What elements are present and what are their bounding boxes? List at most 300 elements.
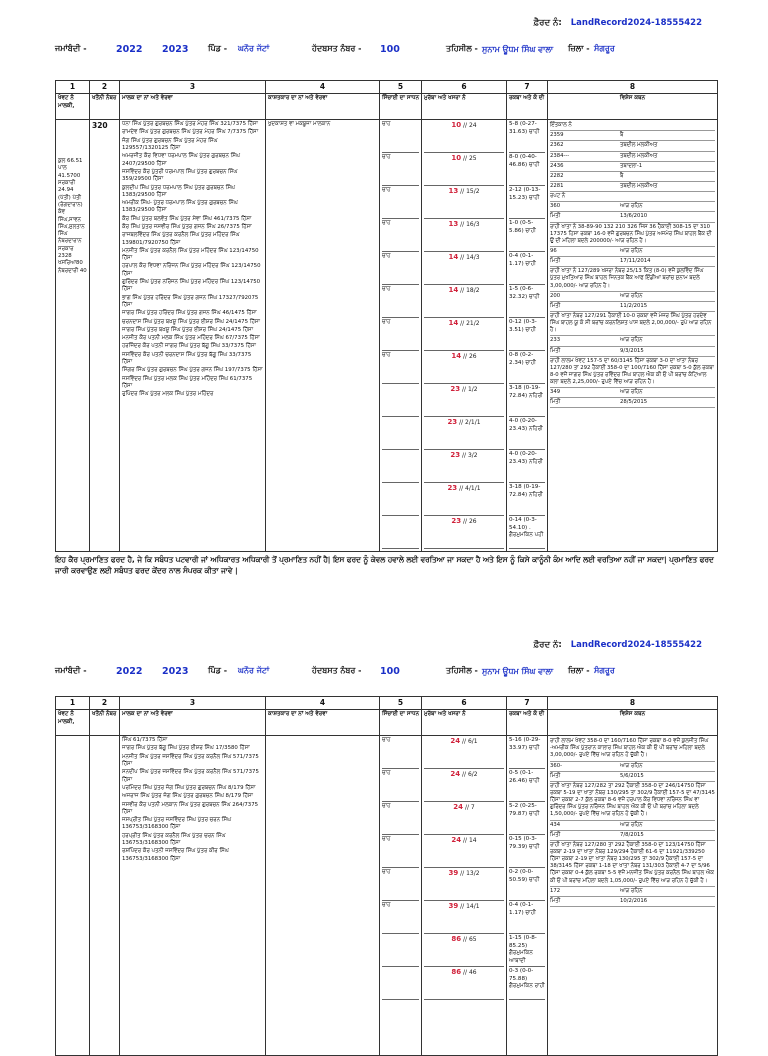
owner-entry: ਸਿੰਗਰ ਸਿੰਘ ਪੁੱਤਰ ਗੁਰਬਚਨ ਸਿੰਘ ਪੁੱਤਰ ਗਜਨ ਸਿੰਘ 197/7375 ਹਿੱਸਾ (122, 367, 263, 374)
owner-entry: ਚਰਨਦਾਸ ਸਿੰਘ ਪੁੱਤਰ ਬਖ਼ਸ਼ੂ ਸਿੰਘ ਪੁੱਤਰ ਈਸ਼ਰ ਸਿੰਘ 24/1475 ਹਿੱਸਾ (122, 318, 260, 325)
remark-row (550, 182, 715, 192)
khasra-separator: // (458, 903, 467, 911)
khasra-separator: // (461, 155, 469, 163)
fard-page-2 (0, 640, 768, 1024)
remark-row (550, 192, 715, 202)
remark-value: ਰਾਹੀ ਖਾਤਾ ਨੰ 38-89-90 132 210 326 ਜਿਸ 36 ਹੈਕਾਈ 308-15 ਦਾ 310 17375 ਹਿਸਾ ਰਕਬਾ 16-0 ਵਜੋਂ ਗੁਰਬਚਨ ਸਿੰਘ ਪੁੱਤਰ ਅਜਮੇਰ ਸਿੰਘ ਬਾਹਲ ਬੈਂਕ ਦੀ ਉ ਦੀ ਮਹਿਲਾ ਬਦਲੇ 200000/- ਆੜ ਰਹਿਨ ਹੈ। (550, 223, 712, 244)
owner-entry: ਰੁਪਿੰਦਰ ਸਿੰਘ ਪੁੱਤਰ ਮਲਕ ਸਿੰਘ ਪੁੱਤਰ ਮਹਿੰਦਰ (122, 391, 214, 398)
remark-row (550, 121, 715, 131)
remark-row (550, 782, 715, 821)
area-entry: 8-0 (0-40-46.86) ਚਾਹੀ (509, 154, 545, 186)
area-entry: 0-14 (0-3-54.10) . ਗੈਰਮੁਮਕਿਨ ਪਹੀ (509, 517, 545, 549)
khasra-separator: // (458, 287, 467, 295)
irrigation-entry: ਚਾਹ (382, 803, 419, 835)
zila-label: ਜ਼ਿਲਾ - (568, 666, 590, 675)
irrigation-entry: ਚਾਹ (382, 737, 419, 769)
owner-entry: ਜਸਵਿੰਦਰ ਸਿੰਘ ਪੁੱਤਰ ਮਲਕ ਸਿੰਘ ਪੁੱਤਰ ਮਹਿੰਦਰ ਸਿੰਘ 61/7375 ਹਿੱਸਾ (122, 375, 253, 389)
remark-row (550, 762, 715, 772)
column-header-row (56, 94, 718, 120)
jamabandi-table (55, 80, 718, 552)
area-entry: 1-5 (0-6-32.32) ਚਾਹੀ (509, 286, 545, 318)
murabba-number: 14 (448, 319, 459, 328)
remark-row (550, 737, 715, 761)
remark-row (550, 347, 715, 357)
remark-value: ਰਾਹੀ ਖਾਤਾ ਨੰਬਰ 127/291 ਹੈਕਾਈ 10-0 ਰਕਬਾ ਵਜੋਂ ਮੇਜਰ ਸਿੰਘ ਪੁੱਤਰ ਹਰਦੇਵ ਸਿੰਘ ਬਾਹਲ ਯੂ ਕੋ ਸੀ ਬਰਾਂਚ ਕਰਨਲਿਸ਼ਤ ਪਾਸ ਬਦਲੇ 2,00,000/- ਰੁਪੇ ਆੜ ਰਹਿਨ ਹੈ। (550, 312, 712, 334)
remark-row (550, 336, 715, 346)
remarks-cell (548, 736, 718, 1024)
remark-row (550, 772, 715, 782)
jamabandi-label: ਜਮਾਂਬੰਦੀ - (55, 44, 87, 53)
irrigation-entry: ਚਾਹ (382, 154, 419, 186)
owner-entry: ਸਨਦੀਪ ਸਿੰਘ ਪੁੱਤਰ ਜਸਵਿੰਦਰ ਸਿੰਘ ਪੁੱਤਰ ਕਰਨੈਲ ਸਿੰਘ 571/7375 ਹਿੱਸਾ (122, 769, 259, 783)
murabba-number: 24 (450, 770, 461, 779)
khasra-entry (424, 385, 504, 417)
murabba-number: 23 (451, 517, 462, 526)
record-number-line (0, 18, 768, 38)
col-num: 5 (380, 81, 422, 94)
area-entry: 0-12 (0-3-3.51) ਚਾਹੀ (509, 319, 545, 351)
col-head-khasra: ਮੁਰੱਬਾ ਅਤੇ ਖਸਰਾ ਨੰ (422, 710, 507, 736)
remark-key: ਮਿਤੀ (550, 831, 561, 838)
record-label: ਫ਼ੈਰਦ ਨੰ: (533, 18, 562, 28)
irrigation-entry (382, 451, 419, 483)
irrigation-entry: ਚਾਹ (382, 286, 419, 318)
remark-value: ਤਬਦੀਲ ਮਲਕੀਅਤ (620, 152, 658, 159)
remark-row (550, 212, 715, 222)
owner-entry: ਜਸਵੀਰ ਕੌਰ ਪਤਨੀ ਮਲਕਾਨ ਸਿੰਘ ਪੁੱਤਰ ਗੁਰਬਚਨ ਸਿੰਘ 264/7375 ਹਿੱਸਾ (122, 801, 259, 815)
area-entry: 0-8 (0-2-2.34) ਚਾਹੀ (509, 352, 545, 384)
area-entry: 0-2 (0-0-50.59) ਚਾਹੀ (509, 869, 545, 901)
murabba-number: 24 (451, 836, 462, 845)
remark-value: 5/6/2015 (620, 772, 644, 779)
khasra-entry (424, 451, 504, 483)
tehsil-name: ਸੁਨਾਮ ਊਧਮ ਸਿੰਘ ਵਾਲਾ (482, 667, 554, 676)
remark-row (550, 247, 715, 257)
khasra-separator: // (460, 771, 468, 779)
khasra-number: 14 (468, 837, 477, 845)
remark-key: 2359 (550, 132, 564, 139)
remark-key: 2362 (550, 142, 564, 149)
irrigation-cell (380, 120, 422, 552)
irrigation-entry: ਚਾਹ (382, 902, 419, 934)
khasra-separator: // (457, 485, 466, 493)
irrigation-entry: ਚਾਹ (382, 869, 419, 901)
col-num: 3 (120, 81, 266, 94)
khasra-separator: // (457, 419, 466, 427)
owner-entry: ਜਸਵਿੰਦਰ ਕੌਰ ਪਤਨੀ ਚਰਨਦਾਸ ਸਿੰਘ ਪੁੱਤਰ ਬੱਗੂ ਸਿੰਘ 33/7375 ਹਿੱਸਾ (122, 351, 252, 366)
irrigation-entry (382, 517, 419, 549)
khasra-number: 6/1 (467, 738, 478, 746)
remark-row (550, 841, 715, 887)
hadbast-label: ਹੱਦਬਸਤ ਨੰਬਰ - (312, 666, 362, 675)
irrigation-entry: ਚਾਹ (382, 187, 419, 219)
khasra-entry (424, 253, 504, 285)
document-header (0, 38, 768, 68)
col-head-area: ਰਕਬਾ ਅਤੇ ਕੋ ਦੀ (507, 94, 548, 120)
irrigation-entry (382, 968, 419, 1000)
pind-label: ਪਿੰਡ - (208, 44, 228, 53)
remark-value: 13/6/2010 (620, 213, 648, 220)
remark-row (550, 312, 715, 336)
tehsil-label: ਤਹਿਸੀਲ - (446, 44, 478, 53)
record-number: LandRecord2024-18555422 (570, 640, 702, 650)
tenant-cell (266, 736, 380, 1024)
remark-row (550, 162, 715, 172)
khasra-number: 24 (468, 122, 477, 130)
jamabandi-label: ਜਮਾਂਬੰਦੀ - (55, 666, 87, 675)
tehsil-label: ਤਹਿਸੀਲ - (446, 666, 478, 675)
remark-key: 200 (550, 292, 561, 299)
khasra-number: 46 (468, 969, 477, 977)
remark-row (550, 887, 715, 897)
col-num: 1 (56, 81, 90, 94)
remark-key: 349 (550, 389, 561, 396)
khasra-entry (424, 836, 504, 868)
owner-entry: ਕੌਰ ਸਿੰਘ ਪੁੱਤਰ ਜਸਵੀਰ ਸਿੰਘ ਪੁੱਤਰ ਗਜਨ ਸਿੰਘ 26/7375 ਹਿੱਸਾ (122, 223, 252, 230)
remark-key: 2436 (550, 162, 564, 169)
remark-row (550, 302, 715, 312)
area-cell (507, 736, 548, 1024)
remark-row (550, 223, 715, 247)
area-entry: 4-0 (0-20-23.43) ਨਹਿਰੀ (509, 418, 545, 450)
irrigation-entry: ਚਾਹ (382, 352, 419, 384)
remark-value: ਰਾਹੀ ਖਾਤਾ ਨੰ 127/289 ਖਸਰਾ ਨੰਬਰ 25/13 ਕਿਤ (8-0) ਵਜੋਂ ਕੁਲਵਿੰਦ ਸਿੰਘ ਪੁੱਤਰ ਮੁਖਤਿਆਰ ਸਿੰਘ ਬਾਹਲ ਜਿਨਤਕ ਬੈਂਕ ਆਫ ਇੰਡੀਆ ਬਰਾਂਚ ਸੁਨਾਮ ਬਦਲੇ 3,00,000/- ਆੜ ਰਹਿਨ ਹੈ। (550, 268, 704, 289)
disclaimer-note: ਇਹ ਕੈਰ ਪ੍ਰਮਾਣਿਤ ਫਰਦ ਹੈ, ਜੇ ਕਿ ਸਬੰਧਤ ਪਟਵਾਰੀ ਜਾਂ ਅਧਿਕਾਰਤ ਅਧਿਕਾਰੀ ਤੋਂ ਪ੍ਰਮਾਣਿਤ ਨਹੀਂ ਹੈ| ਇਸ ਫਰਦ ਨੂੰ ਕੇਵਲ ਹਵਾਲੇ ਲਈ ਵਰਤਿਆ ਜਾ ਸਕਦਾ ਹੈ ਅਤੇ ਇਸ ਨੂੰ ਕਿਸੇ ਕਾਨੂੰਨੀ ਕੰਮ ਆਦਿ ਲਈ ਵਰਤਿਆ ਨਹੀਂ ਜਾ ਸਕਦਾ| ਪ੍ਰਮਾਣਿਤ ਫਰਦ ਜਾਰੀ ਕਰਵਾਉਣ ਲਈ ਸਬੰਧਤ ਫਰਦ ਕੇਂਦਰ ਨਾਲ ਸੰਪਰਕ ਕੀਤਾ ਜਾਵੇ | (55, 555, 714, 576)
remark-value (586, 122, 620, 129)
remark-row (550, 292, 715, 302)
remark-value: ਆੜ ਰਹਿਨ (620, 389, 643, 396)
year-to: 2023 (162, 44, 189, 55)
khasra-entry (424, 154, 504, 186)
murabba-number: 14 (448, 253, 459, 262)
khasra-entry (424, 220, 504, 252)
col-head-remarks: ਵਿਸ਼ੇਸ ਕਥਨ (548, 710, 718, 736)
owner-entry: ਮਨਜੀਤ ਕੌਰ ਪਤਨੀ ਮਲਕ ਸਿੰਘ ਪੁੱਤਰ ਮਹਿੰਦਰ ਸਿੰਘ 67/7375 ਹਿੱਸਾ (122, 335, 260, 342)
owner-entry: ਜੰਗ ਸਿੰਘ ਪੁੱਤਰ ਗੁਰਬਚਨ ਸਿੰਘ ਪੁੱਤਰ ਮੇਹਰ ਸਿੰਘ 129557/1320125 ਹਿੱਸਾ (122, 137, 218, 152)
khasra-separator: // (461, 353, 469, 361)
remark-key: 2281 (550, 182, 564, 189)
remark-key: 172 (550, 887, 561, 894)
owner-entry: ਜਸਪ੍ਰੀਤ ਸਿੰਘ ਪੁੱਤਰ ਜਸਵਿੰਦਰ ਸਿੰਘ ਪੁੱਤਰ ਚਰਨ ਸਿੰਘ 136753/3168300 ਹਿੱਸਾ (122, 817, 232, 831)
remark-row (550, 897, 715, 907)
col-head-remarks: ਵਿਸ਼ੇਸ ਕਥਨ (548, 94, 718, 120)
remark-key: 96 (550, 247, 557, 254)
table-row (56, 736, 718, 1024)
fard-page-1 (0, 18, 768, 576)
area-entry: 1-0 (0-5-5.86) ਚਾਹੀ (509, 220, 545, 252)
column-number-row (56, 697, 718, 710)
col-num: 4 (266, 697, 380, 710)
khasra-separator: // (458, 254, 467, 262)
khasra-number: 1/2 (467, 386, 478, 394)
khasra-number: 26 (468, 353, 477, 361)
owner-entry: ਜਸਵਿੰਦਰ ਕੌਰ ਪੁੱਤਰੀ ਧਰਮਪਾਲ ਸਿੰਘ ਪੁੱਤਰ ਗੁਰਬਚਨ ਸਿੰਘ 359/29500 ਹਿੱਸਾ (122, 168, 238, 183)
owner-entry: ਜਾਗਰ ਸਿੰਘ ਪੁੱਤਰ ਬਖ਼ਸ਼ੂ ਸਿੰਘ ਪੁੱਤਰ ਈਸ਼ਰ ਸਿੰਘ 24/1475 ਹਿੱਸਾ (122, 326, 254, 333)
remark-value: 17/11/2014 (620, 258, 651, 265)
remark-key: 434 (550, 821, 561, 828)
khasra-entry (424, 902, 504, 934)
khasra-entry (424, 935, 504, 967)
remark-value: 7/8/2015 (620, 831, 644, 838)
khasra-entry (424, 121, 504, 153)
column-number-row (56, 81, 718, 94)
owner-entry: ਕੌਰ ਸਿੰਘ ਪੁੱਤਰ ਬਲਵੰਤ ਸਿੰਘ ਪੁੱਤਰ ਸੇਵਾ ਸਿੰਘ 461/7375 ਹਿੱਸਾ (122, 215, 252, 222)
khasra-separator: // (461, 122, 469, 130)
area-entry: 3-18 (0-19-72.84) ਨਹਿਰੀ (509, 385, 545, 417)
remark-value: 10/2/2016 (620, 897, 648, 904)
khasra-number: 26 (468, 518, 477, 526)
area-entry: 0-5 (0-1-26.46) ਚਾਹੀ (509, 770, 545, 802)
remark-row (550, 267, 715, 291)
area-entry: 0-3 (0-0-75.88) ਗੈਰਮੁਮਕਿਨ ਰਾਹੀ (509, 968, 545, 1000)
remark-value: ਆੜ ਰਹਿਨ (620, 292, 643, 299)
khasra-number: 25 (468, 155, 477, 163)
hadbast-label: ਹੱਦਬਸਤ ਨੰਬਰ - (312, 44, 362, 53)
owner-entry: ਹਰਜਿੰਦਰ ਕੌਰ ਪਤਨੀ ਜਾਗਰ ਸਿੰਘ ਪੁੱਤਰ ਬੱਗੂ ਸਿੰਘ 33/7375 ਹਿੱਸਾ (122, 343, 256, 350)
remark-value: ਬੈ (620, 132, 624, 139)
remark-value: 9/3/2015 (620, 347, 644, 354)
remark-key: 360- (550, 762, 563, 769)
irrigation-entry: ਚਾਹ (382, 121, 419, 153)
khewat-cell (56, 736, 90, 1024)
column-header-row (56, 710, 718, 736)
pind-label: ਪਿੰਡ - (208, 666, 228, 675)
col-num: 7 (507, 81, 548, 94)
remark-key: 233 (550, 337, 561, 344)
record-number: LandRecord2024-18555422 (570, 18, 702, 28)
remark-value: ਤਬਦੀਲ ਮਲਕੀਅਤ (620, 142, 658, 149)
remark-value: ਬੈ (620, 172, 624, 179)
remark-value: 28/5/2015 (620, 399, 648, 406)
col-num: 2 (90, 697, 120, 710)
col-head-khatoni: ਖਤੌਨੀ ਨੰਬਰ (90, 710, 120, 736)
remark-key: 360 (550, 203, 561, 210)
owner-entry: ਧਨਾ ਸਿੰਘ ਪੁੱਤਰ ਗੁਰਬਚਨ ਸਿੰਘ ਪੁੱਤਰ ਮੇਹਰ ਸਿੰਘ 321/7375 ਹਿੱਸਾ (122, 121, 258, 128)
khasra-entry (424, 737, 504, 769)
remark-value: ਰਾਹੀ ਲਾਲਮ ਖੇਵਟ 358-0 ਦਾ 160/7160 ਹਿੱਸਾ ਰਕਬਾ 8-0 ਵਜੋਂ ਕੁਲਜੀਤ ਸਿੰਘ -ਅਮਰੀਕ ਸਿੰਘ ਪੁੱਤਰਾਨ ਕਾਲਾਰ ਸਿੰਘ ਬਾਹਲ ਐਕ ਕੀ ਓ ਪੀ ਬਰਾਂਚ ਮਹਿਲਾ ਬਦਲੇ 3,00,000/- ਰੁਪਏ ਵਿੱਚ ਆੜ ਰਹਿਨ ਹੋ ਚੁੱਕੀ ਹੈ। (550, 738, 709, 759)
remark-row (550, 257, 715, 267)
khasra-separator: // (461, 837, 469, 845)
area-entry: 5-16 (0-29-33.97) ਚਾਹੀ (509, 737, 545, 769)
col-head-khewat: ਖੇਵਟ ਨੰ ਮਾਲਕੀ, (56, 710, 90, 736)
col-num: 4 (266, 81, 380, 94)
khasra-number: 2/1/1 (465, 419, 481, 427)
khasra-separator: // (460, 738, 468, 746)
remark-key: ਮਿਤੀ (550, 897, 561, 904)
khasra-number: 13/2 (466, 870, 480, 878)
record-label: ਫ਼ੈਰਦ ਨੰ: (533, 640, 562, 650)
khasra-separator: // (461, 969, 469, 977)
khasra-separator: // (458, 221, 467, 229)
remark-row (550, 821, 715, 831)
col-head-owner: ਮਾਲਕ ਦਾ ਨਾਂ ਅਤੇ ਵੇਰਵਾ (120, 710, 266, 736)
remark-key: ਇੰਤਕਾਲ ਨੰ (550, 122, 572, 129)
pind-name: ਘਨੌਰ ਜੱਟਾਂ (238, 44, 270, 53)
khewat-cell: ਕੁਲ 66.51 ਪਾਲ 41.5700 ਸਰਕਾਰੀ 24.94 (ਪੱਤੀ) ਪੱਤੀ (ਰੰਗਦਾਰਾਨ) ਕੰਵ ਸਿੰਘ,ਸਾਵਨ ਸਿੰਘ,ਸੁਲਤਾਨ ਸਿੰਘ ਨੰਬਰਦਾਰਾਨ ਸਰਕਾਰ 2328 ਖਸਰਿਆ80 ਨੰਬਰਦਾਰੀ 40 (56, 120, 90, 552)
area-entry: 0-15 (0-3-79.39) ਚਾਹੀ (509, 836, 545, 868)
irrigation-entry (382, 935, 419, 967)
khasra-number: 3/2 (467, 452, 478, 460)
murabba-number: 24 (453, 803, 464, 812)
remark-key: ਮਿਤੀ (550, 213, 561, 220)
owner-entry: ਅਮਰੀਕ ਸਿੰਘ- ਪੁੱਤਰ ਧਰਮਪਾਲ ਸਿੰਘ ਪੁੱਤਰ ਗੁਰਬਚਨ ਸਿੰਘ 1383/29500 ਹਿੱਸਾ (122, 200, 238, 214)
record-number-line (0, 640, 768, 660)
remark-row (550, 131, 715, 141)
murabba-number: 86 (451, 968, 462, 977)
document-header (0, 660, 768, 690)
owner-entry: ਜਾਗਰ ਸਿੰਘ ਪੁੱਤਰ ਬੱਗੂ ਸਿੰਘ ਪੁੱਤਰ ਈਸ਼ਰ ਸਿੰਘ 17/3580 ਹਿੱਸਾ (122, 745, 250, 752)
khasra-number: 15/2 (466, 188, 480, 196)
khasra-number: 6/2 (467, 771, 478, 779)
khasra-entry (424, 418, 504, 450)
hadbast-number: 100 (380, 666, 400, 677)
khasra-separator: // (460, 386, 468, 394)
irrigation-entry: ਚਾਹ (382, 220, 419, 252)
col-head-irrigation: ਸਿੰਚਾਈ ਦਾ ਸਾਧਨ (380, 710, 422, 736)
irrigation-entry: ਚਾਹ (382, 836, 419, 868)
zila-label: ਜ਼ਿਲਾ - (568, 44, 590, 53)
col-num: 2 (90, 81, 120, 94)
khasra-number: 65 (468, 936, 477, 944)
owner-cell (120, 736, 266, 1024)
khasra-separator: // (460, 452, 468, 460)
area-entry: 5-2 (0-25-79.87) ਚਾਹੀ (509, 803, 545, 835)
murabba-number: 10 (451, 154, 462, 163)
murabba-number: 39 (448, 869, 459, 878)
khasra-separator: // (461, 518, 469, 526)
col-num: 8 (548, 697, 718, 710)
khasra-number: 14/3 (466, 254, 480, 262)
owner-entry: ਹਰਪਾਲ ਕੌਰ ਵਿਧਵਾ ਨਰਿੰਜਨ ਸਿੰਘ ਪੁੱਤਰ ਮਹਿੰਦਰ ਸਿੰਘ 123/14750 ਹਿੱਸਾ (122, 263, 261, 277)
remark-row (550, 831, 715, 841)
remark-row (550, 152, 715, 162)
remark-value: ਆੜ ਰਹਿਨ (620, 821, 643, 828)
col-num: 6 (422, 81, 507, 94)
remark-row (550, 398, 715, 408)
remark-value: ਆੜ ਰਹਿਨ (620, 337, 643, 344)
remark-row (550, 357, 715, 389)
murabba-number: 13 (448, 220, 459, 229)
owner-entry: ਸਿੰਘ 61/7375 ਹਿੱਸਾ (122, 737, 168, 744)
remark-value: ਤਬਦੀਲ ਮਲਕੀਅਤ (620, 182, 658, 189)
remark-row (550, 202, 715, 212)
owner-entry: ਅਜਰਾਜ ਸਿੰਘ ਪੁੱਤਰ ਜੰਗ ਸਿੰਘ ਪੁੱਤਰ ਗੁਰਬਚਨ ਸਿੰਘ 8/179 ਹਿੱਸਾ (122, 793, 253, 800)
khasra-separator: // (461, 936, 469, 944)
murabba-number: 14 (451, 352, 462, 361)
pind-name: ਘਨੌਰ ਜੱਟਾਂ (238, 666, 270, 675)
col-head-tenant: ਕਾਸ਼ਤਕਾਰ ਦਾ ਨਾਂ ਅਤੇ ਵੇਰਵਾ (266, 94, 380, 120)
owner-cell (120, 120, 266, 552)
remark-key: ਮਿਤੀ (550, 258, 561, 265)
remark-key: 2282 (550, 172, 564, 179)
khasra-entry (424, 319, 504, 351)
remark-row (550, 172, 715, 182)
table-row (56, 120, 718, 552)
remarks-cell (548, 120, 718, 552)
khasra-entry (424, 869, 504, 901)
khasra-entry (424, 803, 504, 835)
area-entry: 0-4 (0-1-1.17) ਚਾਹੀ (509, 902, 545, 934)
col-num: 8 (548, 81, 718, 94)
khasra-number: 14/1 (466, 903, 480, 911)
khasra-separator: // (463, 804, 471, 812)
year-to: 2023 (162, 666, 189, 677)
hadbast-number: 100 (380, 44, 400, 55)
khasra-entry (424, 968, 504, 1000)
jamabandi-table (55, 696, 718, 1024)
area-entry: 1-15 (0-8-85.25) ਗੈਰਮੁਮਕਿਨ ਆਬਾਦੀ (509, 935, 545, 967)
murabba-number: 39 (448, 902, 459, 911)
khasra-number: 18/2 (466, 287, 480, 295)
col-num: 1 (56, 697, 90, 710)
irrigation-entry (382, 418, 419, 450)
remark-key: ਰਪਟ ਨੰ (550, 193, 566, 200)
khasra-entry (424, 187, 504, 219)
khatoni-cell (90, 736, 120, 1024)
murabba-number: 23 (447, 484, 458, 493)
murabba-number: 13 (448, 187, 459, 196)
irrigation-cell (380, 736, 422, 1024)
remark-value: ਰਾਹੀ ਲਾਲਮ ਖੇਵਟ 157-5 ਦਾ 60/3145 ਹਿੱਸਾ ਰਕਬਾ 3-0 ਦਾ ਖਾਤਾ ਨੰਬਰ 127/280 ਤਾ 292 ਹੈਕਾਈ 358-0 ਦਾ 100/7160 ਹਿੱਸਾ ਰਕਬਾ 5-0 ਕੁੱਲ ਰਕਬਾ 8-0 ਵਜੋਂ ਜਾਗਰ ਸਿੰਘ ਪੁੱਤਰ ਰਵਿੰਦਰ ਸਿੰਘ ਬਾਹਲ ਐਕ ਕੀ ਓ ਪੀ ਬਰਾਂਚ ਕੰਟਿਆਲ ਕਲਾ ਬਦਲੇ 2,25,000/- ਰੁਪਏ ਵਿੱਚ ਆੜ ਰਹਿਨ ਹੈ। (550, 357, 714, 386)
murabba-number: 14 (448, 286, 459, 295)
khasra-separator: // (458, 870, 467, 878)
murabba-number: 10 (451, 121, 462, 130)
area-entry: 5-8 (0-27-31.63) ਚਾਹੀ (509, 121, 545, 153)
area-cell (507, 120, 548, 552)
khatoni-cell: 320 (90, 120, 120, 552)
murabba-number: 23 (450, 451, 461, 460)
remark-row (550, 388, 715, 398)
tenant-cell: ਖੁਦਕਾਸ਼ਤ ਵਾ ਮਕਬੂਜਾ ਮਾਲਕਾਨ (266, 120, 380, 552)
remark-value (586, 193, 620, 200)
owner-entry: ਰਾਮਦੇਵ ਸਿੰਘ ਪੁੱਤਰ ਗੁਰਬਚਨ ਸਿੰਘ ਪੁੱਤਰ ਮੇਹਰ ਸਿੰਘ 7/7375 ਹਿੱਸਾ (122, 129, 259, 136)
owner-entry: ਹਰਪ੍ਰੀਤ ਸਿੰਘ ਪੁੱਤਰ ਕਰਨੈਲ ਸਿੰਘ ਪੁੱਤਰ ਚਰਨ ਸਿੰਘ 136753/3168300 ਹਿੱਸਾ (122, 832, 226, 846)
tehsil-name: ਸੁਨਾਮ ਊਧਮ ਸਿੰਘ ਵਾਲਾ (482, 45, 554, 54)
area-entry: 3-18 (0-19-72.84) ਨਹਿਰੀ (509, 484, 545, 516)
murabba-number: 86 (451, 935, 462, 944)
remark-value: ਰਾਹੀ ਖਾਤਾ ਨੰਬਰ 127/282 ਤਾ 292 ਹੈਕਾਈ 358-0 ਦਾ 246/14750 ਹਿੱਸਾ ਰਕਬਾ 5-19 ਦਾ ਖਾਤਾ ਨੰਬਰ 130/295 ਤਾ 302/9 ਹੈਕਾਈ 157-5 ਦਾ 47/3145 ਹਿੱਸਾ ਰਕਬਾ 2-7 ਕੁੱਲ ਰਕਬਾ 8-6 ਵਜੋਂ ਹਰਪਾਲ ਕੌਰ ਵਿਧਵਾ ਨਰਿੰਜਨ ਸਿੰਘ ਵਾ ਗੁਰਿੰਦਰ ਸਿੰਘ ਪੁੱਤਰ ਨਰਿੰਜਨ ਸਿੰਘ ਬਾਹਲ ਐਕ ਕੀ ਓ ਪੀ ਬਰਾਂਚ ਮਹਿਲਾ ਬਦਲੇ 1,50,000/- ਰੁਪਏ ਵਿੱਚ ਆੜ ਰਹਿਨ ਹੋ ਚੁੱਕੀ ਹੈ। (550, 782, 715, 818)
area-entry: 2-12 (0-13-15.23) ਚਾਹੀ (509, 187, 545, 219)
zila-name: ਸੰਗਰੂਰ (594, 44, 615, 53)
remark-value: 11/2/2015 (620, 302, 648, 309)
khasra-entry (424, 770, 504, 802)
col-head-khatoni: ਖਤੌਨੀ ਨੰਬਰ (90, 94, 120, 120)
year-from: 2022 (116, 44, 143, 55)
col-head-area: ਰਕਬਾ ਅਤੇ ਕੋ ਦੀ (507, 710, 548, 736)
murabba-number: 24 (450, 737, 461, 746)
irrigation-entry: ਚਾਹ (382, 253, 419, 285)
owner-entry: ਅਮਰਜੀਤ ਕੌਰ ਵਿਧਵਾ ਧਰਮਪਾਲ ਸਿੰਘ ਪੁੱਤਰ ਗੁਰਬਚਨ ਸਿੰਘ 2407/29500 ਹਿੱਸਾ (122, 153, 240, 167)
khasra-separator: // (458, 320, 467, 328)
irrigation-entry: ਚਾਹ (382, 319, 419, 351)
owner-entry: ਭਾਗ ਸਿੰਘ ਪੁੱਤਰ ਹਰਿੰਦਰ ਸਿੰਘ ਪੁੱਤਰ ਗਜਨ ਸਿੰਘ 17327/792075 ਹਿੱਸਾ (122, 294, 259, 308)
khasra-number: 7 (470, 804, 475, 812)
remark-key: ਮਿਤੀ (550, 347, 561, 354)
remark-key: ਮਿਤੀ (550, 302, 561, 309)
owner-entry: ਜਾਗਰ ਸਿੰਘ ਪੁੱਤਰ ਹਰਿੰਦਰ ਸਿੰਘ ਪੁੱਤਰ ਗਜਨ ਸਿੰਘ 46/1475 ਹਿੱਸਾ (122, 310, 257, 317)
murabba-number: 23 (450, 385, 461, 394)
owner-entry: ਗੁਰਿੰਦਰ ਸਿੰਘ ਪੁੱਤਰ ਨਰਿੰਜਨ ਸਿੰਘ ਪੁੱਤਰ ਮਹਿੰਦਰ ਸਿੰਘ 123/14750 ਹਿੱਸਾ (122, 279, 261, 293)
col-num: 6 (422, 697, 507, 710)
irrigation-entry: ਚਾਹ (382, 770, 419, 802)
remark-row (550, 141, 715, 151)
col-head-khewat: ਖੇਵਟ ਨੰ ਮਾਲਕੀ, (56, 94, 90, 120)
year-from: 2022 (116, 666, 143, 677)
khasra-separator: // (458, 188, 467, 196)
col-head-owner: ਮਾਲਕ ਦਾ ਨਾਂ ਅਤੇ ਵੇਰਵਾ (120, 94, 266, 120)
owner-entry: ਪਰਮਿੰਦਰ ਸਿੰਘ ਪੁੱਤਰ ਜੰਗ ਸਿੰਘ ਪੁੱਤਰ ਗੁਰਬਚਨ ਸਿੰਘ 8/179 ਹਿੱਸਾ (122, 784, 256, 791)
col-head-tenant: ਕਾਸ਼ਤਕਾਰ ਦਾ ਨਾਂ ਅਤੇ ਵੇਰਵਾ (266, 710, 380, 736)
